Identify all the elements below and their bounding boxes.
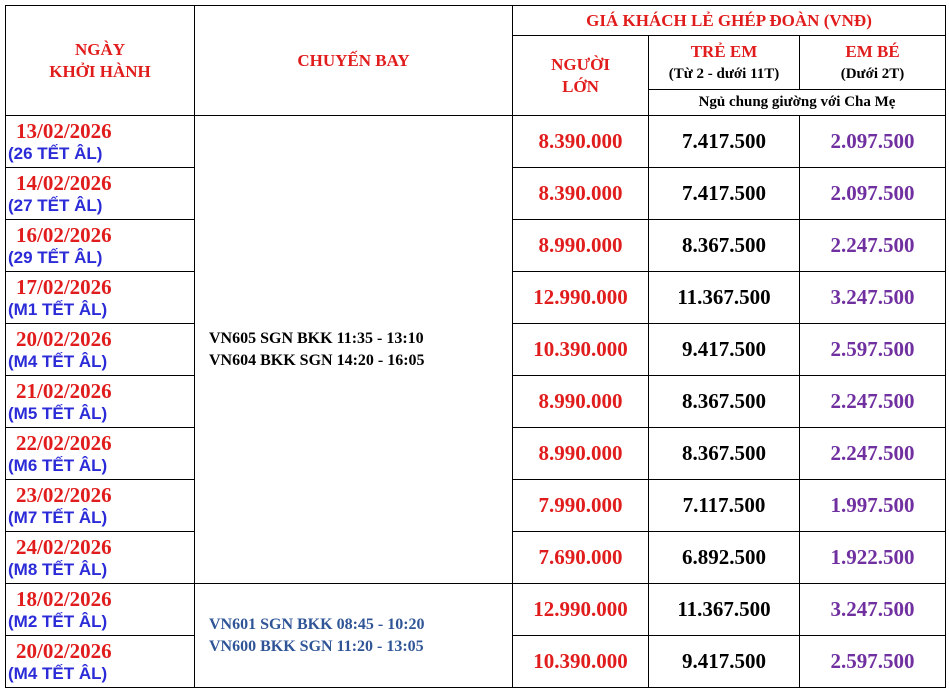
child-price: 8.367.500	[649, 376, 800, 428]
baby-price: 2.097.500	[800, 168, 946, 220]
adult-price: 10.390.000	[513, 324, 649, 376]
table-row	[6, 116, 946, 168]
child-price: 8.367.500	[649, 428, 800, 480]
lunar-date: (M5 TẾT ÂL)	[8, 403, 108, 423]
baby-price: 3.247.500	[800, 584, 946, 636]
departure-date: 20/02/2026	[16, 638, 112, 663]
date-header-line2: KHỞI HÀNH	[49, 61, 151, 81]
child-price: 6.892.500	[649, 532, 800, 584]
adult-price: 12.990.000	[513, 584, 649, 636]
table-header	[6, 6, 946, 116]
baby-price: 1.997.500	[800, 480, 946, 532]
baby-price: 2.247.500	[800, 376, 946, 428]
price-group-header: GIÁ KHÁCH LẺ GHÉP ĐOÀN (VNĐ)	[513, 6, 946, 36]
lunar-date: (26 TẾT ÂL)	[8, 143, 103, 163]
lunar-date: (M6 TẾT ÂL)	[8, 455, 108, 475]
date-cell	[6, 168, 195, 220]
child-price: 8.367.500	[649, 220, 800, 272]
adult-price: 8.990.000	[513, 428, 649, 480]
flight-cell	[195, 116, 513, 584]
child-header-sub: (Từ 2 - dưới 11T)	[668, 65, 780, 82]
departure-date: 13/02/2026	[16, 118, 112, 143]
date-cell	[6, 376, 195, 428]
baby-price: 3.247.500	[800, 272, 946, 324]
child-header-title: TRẺ EM	[690, 41, 758, 61]
date-header-line1: NGÀY	[74, 39, 126, 59]
departure-date: 14/02/2026	[16, 170, 112, 195]
lunar-date: (29 TẾT ÂL)	[8, 247, 103, 267]
departure-date: 21/02/2026	[16, 378, 112, 403]
date-column-header	[6, 6, 195, 116]
departure-date: 23/02/2026	[16, 482, 112, 507]
departure-date: 18/02/2026	[16, 586, 112, 611]
date-cell	[6, 636, 195, 688]
child-price: 9.417.500	[649, 324, 800, 376]
child-price: 7.117.500	[649, 480, 800, 532]
date-cell	[6, 272, 195, 324]
flight-column-header: CHUYẾN BAY	[195, 6, 513, 116]
departure-date: 16/02/2026	[16, 222, 112, 247]
adult-column-header	[513, 36, 649, 116]
baby-column-header	[800, 36, 946, 90]
baby-header-sub: (Dưới 2T)	[840, 65, 905, 82]
baby-price: 2.597.500	[800, 636, 946, 688]
date-cell	[6, 480, 195, 532]
adult-price: 8.990.000	[513, 220, 649, 272]
child-price: 7.417.500	[649, 116, 800, 168]
adult-price: 8.390.000	[513, 116, 649, 168]
adult-header-line1: NGƯỜI	[551, 54, 610, 74]
departure-date: 20/02/2026	[16, 326, 112, 351]
lunar-date: (27 TẾT ÂL)	[8, 195, 103, 215]
baby-price: 2.247.500	[800, 428, 946, 480]
child-price: 9.417.500	[649, 636, 800, 688]
lunar-date: (M2 TẾT ÂL)	[8, 611, 108, 631]
lunar-date: (M8 TẾT ÂL)	[8, 559, 108, 579]
baby-price: 1.922.500	[800, 532, 946, 584]
child-price: 11.367.500	[649, 584, 800, 636]
departure-date: 17/02/2026	[16, 274, 112, 299]
adult-price: 7.690.000	[513, 532, 649, 584]
flight-outbound: VN605 SGN BKK 11:35 - 13:10	[209, 329, 424, 347]
price-table	[5, 5, 946, 688]
baby-price: 2.247.500	[800, 220, 946, 272]
lunar-date: (M4 TẾT ÂL)	[8, 663, 108, 683]
table-row	[6, 584, 946, 636]
flight-outbound: VN601 SGN BKK 08:45 - 10:20	[209, 615, 425, 633]
child-price: 11.367.500	[649, 272, 800, 324]
lunar-date: (M7 TẾT ÂL)	[8, 507, 108, 527]
child-column-header	[649, 36, 800, 90]
lunar-date: (M4 TẾT ÂL)	[8, 351, 108, 371]
child-price: 7.417.500	[649, 168, 800, 220]
date-cell	[6, 584, 195, 636]
baby-price: 2.097.500	[800, 116, 946, 168]
departure-date: 22/02/2026	[16, 430, 112, 455]
date-cell	[6, 324, 195, 376]
departure-date: 24/02/2026	[16, 534, 112, 559]
adult-price: 8.390.000	[513, 168, 649, 220]
baby-price: 2.597.500	[800, 324, 946, 376]
adult-price: 7.990.000	[513, 480, 649, 532]
date-cell	[6, 532, 195, 584]
adult-header-line2: LỚN	[562, 76, 599, 96]
table-body	[6, 116, 946, 688]
date-cell	[6, 220, 195, 272]
adult-price: 8.990.000	[513, 376, 649, 428]
adult-price: 12.990.000	[513, 272, 649, 324]
baby-header-title: EM BÉ	[845, 41, 900, 61]
date-cell	[6, 428, 195, 480]
lunar-date: (M1 TẾT ÂL)	[8, 299, 108, 319]
flight-cell	[195, 584, 513, 688]
share-bed-note: Ngủ chung giường với Cha Mẹ	[649, 90, 946, 116]
flight-inbound: VN604 BKK SGN 14:20 - 16:05	[209, 351, 425, 369]
date-cell	[6, 116, 195, 168]
flight-inbound: VN600 BKK SGN 11:20 - 13:05	[209, 637, 424, 655]
adult-price: 10.390.000	[513, 636, 649, 688]
